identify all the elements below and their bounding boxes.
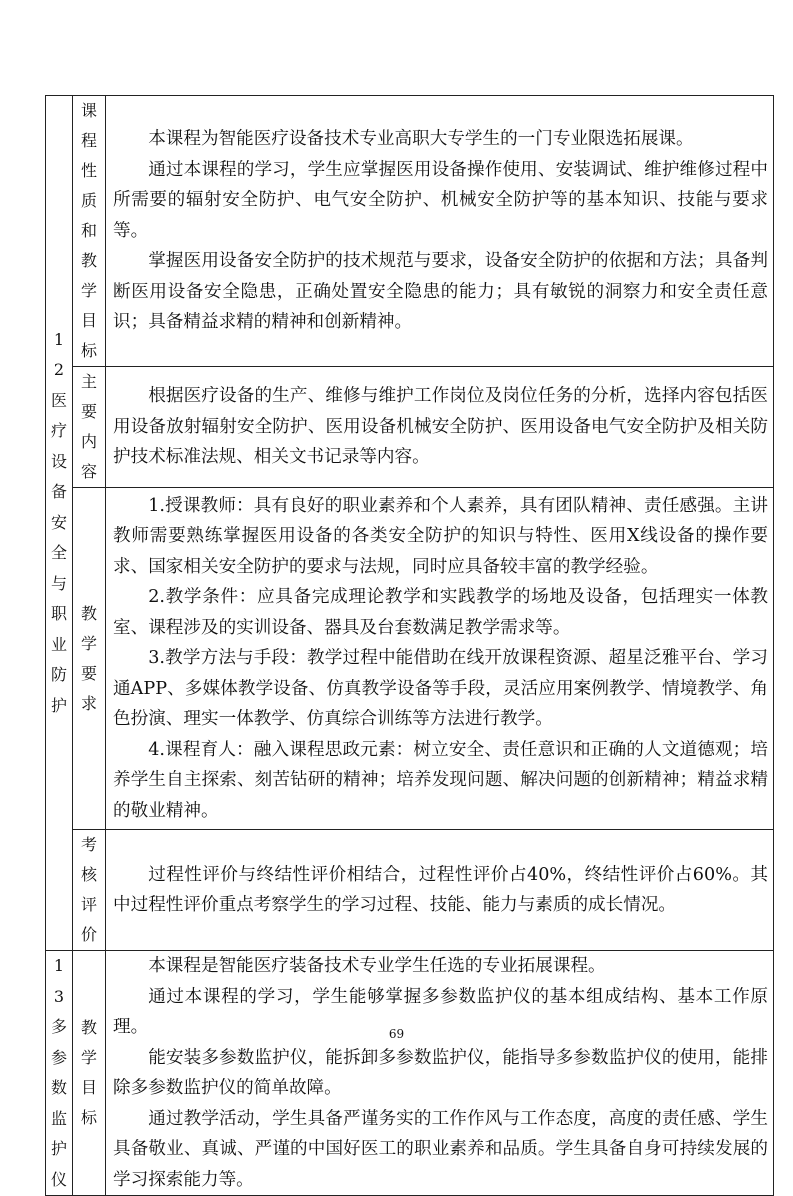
course-name: 医疗设备安全与职业防护 (50, 390, 67, 715)
section-content (106, 830, 774, 951)
paragraph: 本课程为智能医疗设备技术专业高职大专学生的一门专业限选拓展课。 (148, 129, 694, 150)
table-row (46, 367, 774, 488)
paragraph: 根据医疗设备的生产、维修与维护工作岗位及岗位任务的分析，选择内容包括医用设备放射辐射安全防护、医用设备机械安全防护、医用设备电气安全防护及相关防护技术标准法规、相关文书记录等内容。 (113, 386, 768, 468)
course-12-cell (46, 96, 73, 951)
paragraph: 过程性评价与终结性评价相结合，过程性评价占40%，终结性评价占60%。其中过程性评价重点考察学生的学习过程、技能、能力与素质的成长情况。 (113, 864, 768, 915)
paragraph: 本课程是智能医疗装备技术专业学生任选的专业拓展课程。 (148, 956, 606, 976)
page-number: 69 (388, 1027, 405, 1041)
section-label: 教学要求 (73, 488, 106, 830)
table-row (46, 830, 774, 951)
course-number: 13 (53, 956, 65, 1006)
paragraph: 3.教学方法与手段：教学过程中能借助在线开放课程资源、超星泛雅平台、学习通APP、多媒体教学设备、仿真教学设备等手段，灵活应用案例教学、情境教学、角色扮演、理实一体教学、仿真综合训练等方法进行教学。 (113, 648, 768, 730)
section-label: 教学目标 (73, 951, 106, 1196)
paragraph: 通过本课程的学习，学生应掌握医用设备操作使用、安装调试、维护维修过程中所需要的辐射安全防护、电气安全防护、机械安全防护等的基本知识、技能与要求等。 (113, 159, 768, 241)
section-label: 课程性质和教学目标 (73, 96, 106, 367)
section-content (106, 367, 774, 488)
section-label: 主要内容 (73, 367, 106, 488)
paragraph: 4.课程育人：融入课程思政元素：树立安全、责任意识和正确的人文道德观；培养学生自主探索、刻苦钻研的精神；培养发现问题、解决问题的创新精神；精益求精的敬业精神。 (113, 739, 768, 821)
section-label: 考核评价 (73, 830, 106, 951)
paragraph: 能安装多参数监护仪，能拆卸多参数监护仪，能指导多参数监护仪的使用，能排除多参数监护仪的简单故障。 (113, 1047, 768, 1098)
course-name: 多参数监护仪 (50, 1017, 67, 1189)
table-row (46, 951, 774, 1196)
course-13-cell (46, 951, 73, 1196)
paragraph: 通过教学活动，学生具备严谨务实的工作作风与工作态度，高度的责任感、学生具备敬业、真诚、严谨的中国好医工的职业素养和品质。学生具备自身可持续发展的学习探索能力等。 (113, 1108, 768, 1190)
section-content (106, 488, 774, 830)
paragraph: 通过本课程的学习，学生能够掌握多参数监护仪的基本组成结构、基本工作原理。 (113, 986, 768, 1037)
table-row (46, 96, 774, 367)
table-row (46, 488, 774, 830)
paragraph: 1.授课教师：具有良好的职业素养和个人素养，具有团队精神、责任感强。主讲教师需要熟练掌握医用设备的各类安全防护的知识与特性、医用X线设备的操作要求、国家相关安全防护的要求与法规，同时应具备较丰富的教学经验。 (113, 495, 768, 577)
paragraph: 掌握医用设备安全防护的技术规范与要求，设备安全防护的依据和方法；具备判断医用设备安全隐患，正确处置安全隐患的能力；具有敏锐的洞察力和安全责任意识；具备精益求精的精神和创新精神。 (113, 251, 768, 333)
section-content (106, 96, 774, 367)
course-number: 12 (53, 329, 65, 380)
section-content (106, 951, 774, 1196)
paragraph: 2.教学条件：应具备完成理论教学和实践教学的场地及设备，包括理实一体教室、课程涉及的实训设备、器具及台套数满足教学需求等。 (113, 587, 768, 638)
